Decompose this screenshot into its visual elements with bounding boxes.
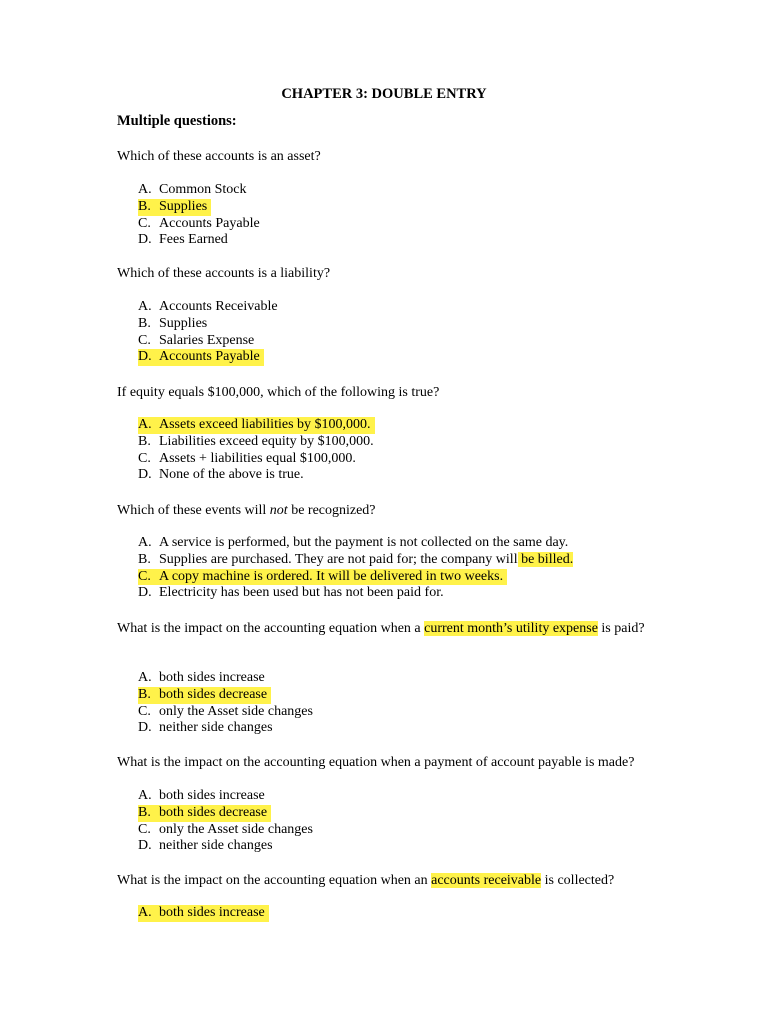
question-5: What is the impact on the accounting equation when a current month’s utility expense is paid? (117, 621, 645, 636)
option-b: B. Supplies are purchased. They are not paid for; the company will be billed. (138, 551, 574, 567)
option-d-answer: D. Accounts Payable (138, 349, 264, 366)
chapter-title: CHAPTER 3: DOUBLE ENTRY (281, 86, 487, 102)
option-a-answer: A. Assets exceed liabilities by $100,000. (138, 417, 375, 434)
option-d: D. neither side changes (138, 720, 273, 736)
section-subheading: Multiple questions: (117, 113, 237, 129)
option-d: D. None of the above is true. (138, 467, 304, 483)
option-a: A. both sides increase (138, 670, 265, 685)
highlighted-phrase: current month’s utility expense (424, 621, 598, 636)
question-1-options (138, 182, 260, 249)
question-4-options (138, 535, 573, 602)
option-c: C. Assets + liabilities equal $100,000. (138, 450, 356, 466)
question-5-options (138, 670, 313, 737)
option-c-answer: C. A copy machine is ordered. It will be delivered in two weeks. (138, 569, 507, 586)
highlighted-phrase: accounts receivable (431, 873, 542, 888)
question-6: What is the impact on the accounting equation when a payment of account payable is made? (117, 755, 635, 770)
option-a: A. Common Stock (138, 182, 247, 197)
question-4: Which of these events will not be recognized? (117, 503, 376, 518)
option-b: B. Supplies (138, 315, 208, 331)
question-1: Which of these accounts is an asset? (117, 149, 321, 164)
question-2: Which of these accounts is a liability? (117, 266, 331, 281)
option-a: A. both sides increase (138, 788, 265, 803)
option-b: B. Liabilities exceed equity by $100,000. (138, 433, 374, 449)
option-d: D. Electricity has been used but has not been paid for. (138, 585, 444, 601)
option-c: C. Accounts Payable (138, 215, 260, 231)
option-c: C. Salaries Expense (138, 332, 255, 348)
option-a: A. A service is performed, but the payment is not collected on the same day. (138, 535, 569, 550)
option-b-answer: B. both sides decrease (138, 687, 271, 704)
option-a: A. Accounts Receivable (138, 299, 278, 314)
option-b-answer: B. Supplies (138, 199, 211, 216)
option-a-answer: A. both sides increase (138, 905, 269, 922)
question-2-options (138, 299, 278, 366)
question-7: What is the impact on the accounting equation when an accounts receivable is collected? (117, 873, 615, 888)
question-3: If equity equals $100,000, which of the following is true? (117, 385, 440, 400)
question-6-options (138, 788, 313, 855)
option-c: C. only the Asset side changes (138, 703, 313, 719)
option-d: D. neither side changes (138, 838, 273, 854)
option-d: D. Fees Earned (138, 232, 228, 248)
option-c: C. only the Asset side changes (138, 821, 313, 837)
option-b-answer: B. both sides decrease (138, 805, 271, 822)
question-3-options (138, 417, 375, 484)
highlighted-phrase: be billed. (518, 552, 574, 567)
question-7-options (138, 905, 269, 922)
